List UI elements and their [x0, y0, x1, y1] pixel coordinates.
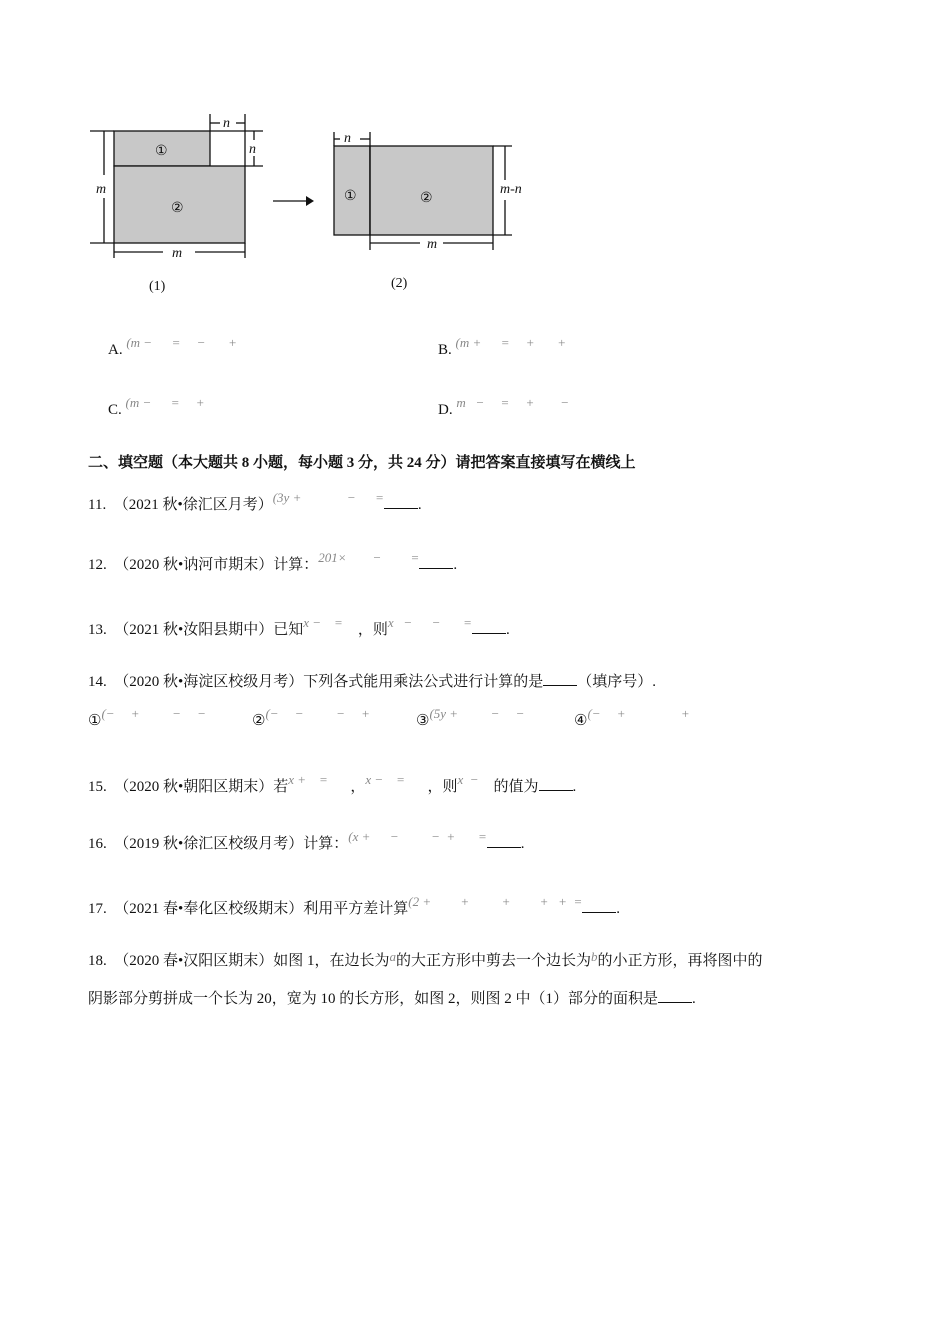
item-math: (− + + — [587, 706, 690, 721]
item-mark: ③ — [416, 713, 430, 729]
q14-item-4 — [574, 706, 690, 731]
question-text: （2021 秋•徐汇区月考） — [113, 497, 273, 513]
option-math: (m − = + — [125, 395, 205, 410]
question-text: 的值为 — [493, 779, 539, 795]
question-math: x − = — [365, 772, 405, 787]
question-text: （填序号）. — [577, 674, 657, 690]
question-text: ，则 — [357, 622, 388, 638]
variable-a: a — [389, 949, 397, 964]
question-number: 18. — [88, 953, 107, 969]
period: . — [417, 497, 422, 513]
item-math: (5y + − − — [429, 706, 525, 721]
question-11 — [88, 490, 422, 515]
question-math: (2 + + + + + = — [408, 894, 583, 909]
period: . — [692, 991, 696, 1007]
option-math: (m − = − + — [126, 335, 237, 350]
fig1-dim-n-right: n — [249, 142, 256, 157]
question-math: x + = — [288, 772, 328, 787]
option-math: (m + = + + — [455, 335, 567, 350]
question-number: 16. — [88, 836, 107, 852]
question-text: （2020 秋•讷河市期末）计算： — [114, 557, 319, 573]
fig2-dim-m: m — [427, 237, 438, 252]
question-text: ，则 — [427, 779, 458, 795]
question-text: （2020 秋•海淀区校级月考）下列各式能用乘法公式进行计算的是 — [114, 674, 544, 690]
question-17 — [88, 894, 620, 919]
question-text: 阴影部分剪拼成一个长为 20，宽为 10 的长方形，如图 2，则图 2 中（1）部分的面积是 — [88, 991, 659, 1007]
option-label: B. — [438, 342, 452, 358]
question-text: （2020 春•汉阳区期末）如图 1，在边长为 — [114, 953, 390, 969]
question-text: （2019 秋•徐汇区校级月考）计算： — [114, 836, 349, 852]
option-label: D. — [438, 402, 453, 418]
option-label: C. — [108, 402, 122, 418]
question-text: （2021 秋•汝阳县期中）已知 — [114, 622, 304, 638]
question-number: 14. — [88, 674, 107, 690]
option-d[interactable] — [438, 395, 570, 420]
question-number: 15. — [88, 779, 107, 795]
fig2-caption: (2) — [391, 276, 408, 291]
item-math: (− + − − — [101, 706, 206, 721]
answer-blank[interactable] — [658, 988, 692, 1003]
question-math: x − − = — [387, 615, 472, 630]
option-b[interactable] — [438, 335, 567, 360]
option-c[interactable] — [108, 395, 205, 420]
question-math: x − — [457, 772, 479, 787]
answer-blank[interactable] — [543, 671, 577, 686]
answer-blank[interactable] — [384, 494, 418, 509]
question-math: x − = — [303, 615, 343, 630]
question-number: 11. — [88, 497, 107, 513]
question-15 — [88, 772, 577, 797]
period: . — [616, 901, 620, 917]
q14-item-2 — [252, 706, 370, 731]
option-a[interactable] — [108, 335, 237, 360]
question-math: (x + − − + = — [348, 829, 487, 844]
answer-blank[interactable] — [487, 833, 521, 848]
fig1-piece2-label: ② — [171, 201, 184, 216]
item-mark: ④ — [574, 713, 588, 729]
fig1-dim-m-bottom: m — [172, 246, 183, 261]
item-mark: ② — [252, 713, 266, 729]
question-12 — [88, 550, 458, 575]
answer-blank[interactable] — [419, 554, 453, 569]
answer-blank[interactable] — [582, 898, 616, 913]
question-math: 201× − = — [318, 550, 420, 565]
question-number: 13. — [88, 622, 107, 638]
period: . — [453, 557, 458, 573]
section-heading: 二、填空题（本大题共 8 小题，每小题 3 分，共 24 分）请把答案直接填写在横线上 — [88, 455, 636, 471]
fig1-dim-n-top: n — [223, 116, 230, 131]
option-math: m − = + − — [456, 395, 570, 410]
q14-item-1 — [88, 706, 206, 731]
question-math: (3y + − = — [272, 490, 384, 505]
variable-b: b — [591, 949, 598, 964]
fig2-dim-n: n — [344, 131, 351, 146]
fig1-caption: (1) — [149, 279, 166, 294]
question-number: 12. — [88, 557, 107, 573]
question-18-line2 — [88, 988, 696, 1009]
question-18 — [88, 951, 763, 971]
question-13 — [88, 615, 510, 640]
question-14 — [88, 671, 656, 692]
period: . — [505, 622, 510, 638]
fig1-dim-m-left: m — [96, 182, 107, 197]
q14-item-3 — [416, 706, 525, 731]
answer-blank[interactable] — [539, 776, 573, 791]
arrow-head-icon — [306, 196, 314, 206]
question-text: （2021 春•奉化区校级期末）利用平方差计算 — [114, 901, 409, 917]
option-label: A. — [108, 342, 123, 358]
fig2-dim-mn: m-n — [500, 182, 522, 197]
item-math: (− − − + — [265, 706, 370, 721]
question-text: 的大正方形中剪去一个边长为 — [396, 953, 592, 969]
item-mark: ① — [88, 713, 102, 729]
question-number: 17. — [88, 901, 107, 917]
figure-squares — [0, 0, 560, 300]
question-text: （2020 秋•朝阳区期末）若 — [114, 779, 289, 795]
period: . — [520, 836, 525, 852]
fig2-piece2-label: ② — [420, 191, 433, 206]
period: . — [572, 779, 577, 795]
fig2-piece1-label: ① — [344, 189, 357, 204]
question-text: 的小正方形，再将图中的 — [597, 953, 763, 969]
question-text: ， — [350, 779, 366, 795]
fig1-piece1-label: ① — [155, 144, 168, 159]
question-16 — [88, 829, 525, 854]
answer-blank[interactable] — [472, 619, 506, 634]
